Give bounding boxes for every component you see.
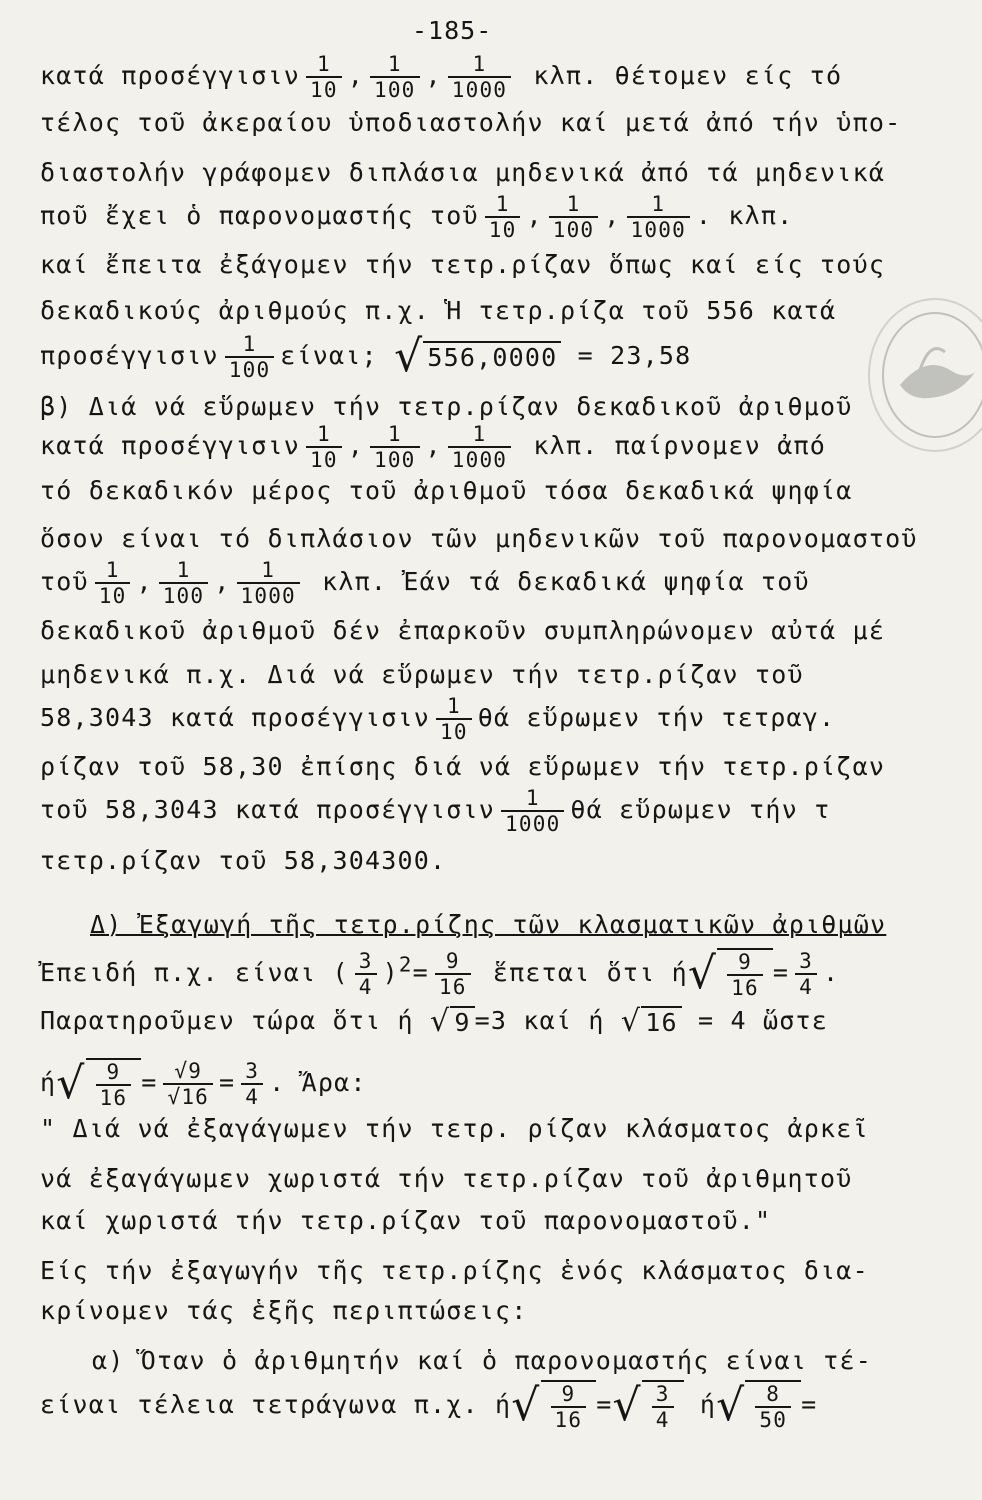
fraction: $\frac{1}{10}$ [306,52,342,102]
square-root: √ 3 4 [613,1380,684,1432]
text-line-26: Είς τήν ἐξαγωγήν τῆς τετρ.ρίζης ἑνός κλάσματος δια- [40,1256,869,1285]
fraction: $\frac{1}{1000}$ [501,786,564,836]
square-root: √ 9 16 [688,948,773,1000]
fraction: $\frac{3}{4}$ [795,949,817,999]
square-root: √ 9 16 [56,1058,141,1110]
text-line-11: ὅσον είναι τό διπλάσιον τῶν μηδενικῶν τοῦ παρονομαστοῦ [40,524,918,553]
page-number: -185- [412,16,493,45]
text-line-17: τοῦ 58,3043 κατά προσέγγισιν $\frac{1}{1000}$ θά εὕρωμεν τήν τ [40,786,831,836]
text-line-4: ποῦ ἔχει ὁ παρονομαστής τοῦ $\frac{1}{10}$ , $\frac{1}{100}$ , $\frac{1}{1000}$ . κλπ. [40,192,794,242]
square-root: √ 9 [430,1006,475,1038]
text-line-8: β) Διά νά εὕρωμεν τήν τετρ.ρίζαν δεκαδικοῦ ἀριθμοῦ [40,392,853,421]
text-line-22: ή √ 9 16 = $\frac{√9}{√16}$ = $\frac{3}{4}$ . Ἄρα: [40,1058,367,1110]
fraction: $\frac{1}{10}$ [485,192,521,242]
text-line-10: τό δεκαδικόν μέρος τοῦ ἀριθμοῦ τόσα δεκαδικά ψηφία [40,476,853,505]
section-heading: Δ) Ἐξαγωγή τῆς τετρ.ρίζης τῶν κλασματικῶν ἀριθμῶν [90,910,887,939]
fraction: $\frac{1}{1000}$ [448,422,511,472]
fraction: $\frac{3}{4}$ [241,1059,263,1109]
fraction: $\frac{1}{10}$ [436,694,472,744]
square-root: √ 8 50 [716,1380,801,1432]
text-line-2: τέλος τοῦ ἀκεραίου ὑποδιαστολήν καί μετά ἀπό τήν ὑπο- [40,108,902,137]
square-root: √ 556,0000 [394,335,561,379]
text-line-24: νά ἐξαγάγωμεν χωριστά τήν τετρ.ρίζαν τοῦ ἀριθμητοῦ [40,1164,853,1193]
text-line-23: " Διά νά ἐξαγάγωμεν τήν τετρ. ρίζαν κλάσματος ἀρκεῖ [40,1114,869,1143]
text-line-29: είναι τέλεια τετράγωνα π.χ. ή √ 9 16 = √ 3 4 ή √ 8 50 = [40,1380,818,1432]
square-root: √ 16 [621,1006,682,1038]
text-line-3: διαστολήν γράφομεν διπλάσια μηδενικά ἀπό τά μηδενικά [40,158,886,187]
square-root: √ 9 16 [511,1380,596,1432]
text-line-15: 58,3043 κατά προσέγγισιν $\frac{1}{10}$ θά εὕρωμεν τήν τετραγ. [40,694,836,744]
fraction: $\frac{1}{1000}$ [627,192,690,242]
fraction: $\frac{1}{100}$ [370,52,420,102]
fraction: $\frac{√9}{√16}$ [163,1059,213,1109]
fraction: $\frac{1}{10}$ [306,422,342,472]
text-line-14: μηδενικά π.χ. Διά νά εὕρωμεν τήν τετρ.ρίζαν τοῦ [40,660,804,689]
fraction: $\frac{1}{100}$ [549,192,599,242]
stamp-emblem-icon [870,300,982,450]
fraction: $\frac{3}{4}$ [355,949,377,999]
fraction: $\frac{1}{100}$ [159,558,209,608]
text-line-16: ρίζαν τοῦ 58,30 ἐπίσης διά νά εὕρωμεν τήν τετρ.ρίζαν [40,752,886,781]
text-line-28: α) Ὅταν ὁ ἀριθμητήν καί ὁ παρονομαστής είναι τέ- [92,1346,873,1375]
text-line-5: καί ἔπειτα ἐξάγομεν τήν τετρ.ρίζαν ὅπως καί είς τούς [40,250,886,279]
text-line-6: δεκαδικούς ἀριθμούς π.χ. Ἡ τετρ.ρίζα τοῦ 556 κατά [40,296,837,325]
text-line-20: Ἐπειδή π.χ. είναι ( $\frac{3}{4}$ )$^2$= $\frac{9}{16}$ ἕπεται ὅτι ή √ 9 16 = $\frac{3}{4}$ . [40,948,840,1000]
library-stamp [868,298,982,452]
fraction: $\frac{1}{100}$ [225,332,275,382]
fraction: $\frac{1}{100}$ [370,422,420,472]
fraction: $\frac{1}{1000}$ [448,52,511,102]
text-line-25: καί χωριστά τήν τετρ.ρίζαν τοῦ παρονομαστοῦ." [40,1206,772,1235]
text-line-18: τετρ.ρίζαν τοῦ 58,304300. [40,846,447,875]
text-line-9: κατά προσέγγισιν $\frac{1}{10}$ , $\frac{1}{100}$ , $\frac{1}{1000}$ κλπ. παίρνομεν ἀπό [40,422,826,472]
fraction: $\frac{9}{16}$ [435,949,471,999]
text-line-21: Παρατηροῦμεν τώρα ὅτι ή √ 9 =3 καί ή √ 16 = 4 ὥστε [40,1004,829,1039]
text-line-12: τοῦ $\frac{1}{10}$ , $\frac{1}{100}$ , $\frac{1}{1000}$ κλπ. Ἐάν τά δεκαδικά ψηφία τοῦ [40,558,810,608]
text-line-13: δεκαδικοῦ ἀριθμοῦ δέν ἐπαρκοῦν συμπληρώνομεν αὐτά μέ [40,616,886,645]
text-line-7: προσέγγισιν $\frac{1}{100}$ είναι; √ 556,0000 = 23,58 [40,331,692,382]
text-line-27: κρίνομεν τάς ἑξῆς περιπτώσεις: [40,1296,528,1325]
fraction: $\frac{1}{10}$ [95,558,131,608]
text-line-1: κατά προσέγγισιν $\frac{1}{10}$ , $\frac{1}{100}$ , $\frac{1}{1000}$ κλπ. θέτομεν είς τό [40,52,843,102]
fraction: $\frac{1}{1000}$ [237,558,300,608]
